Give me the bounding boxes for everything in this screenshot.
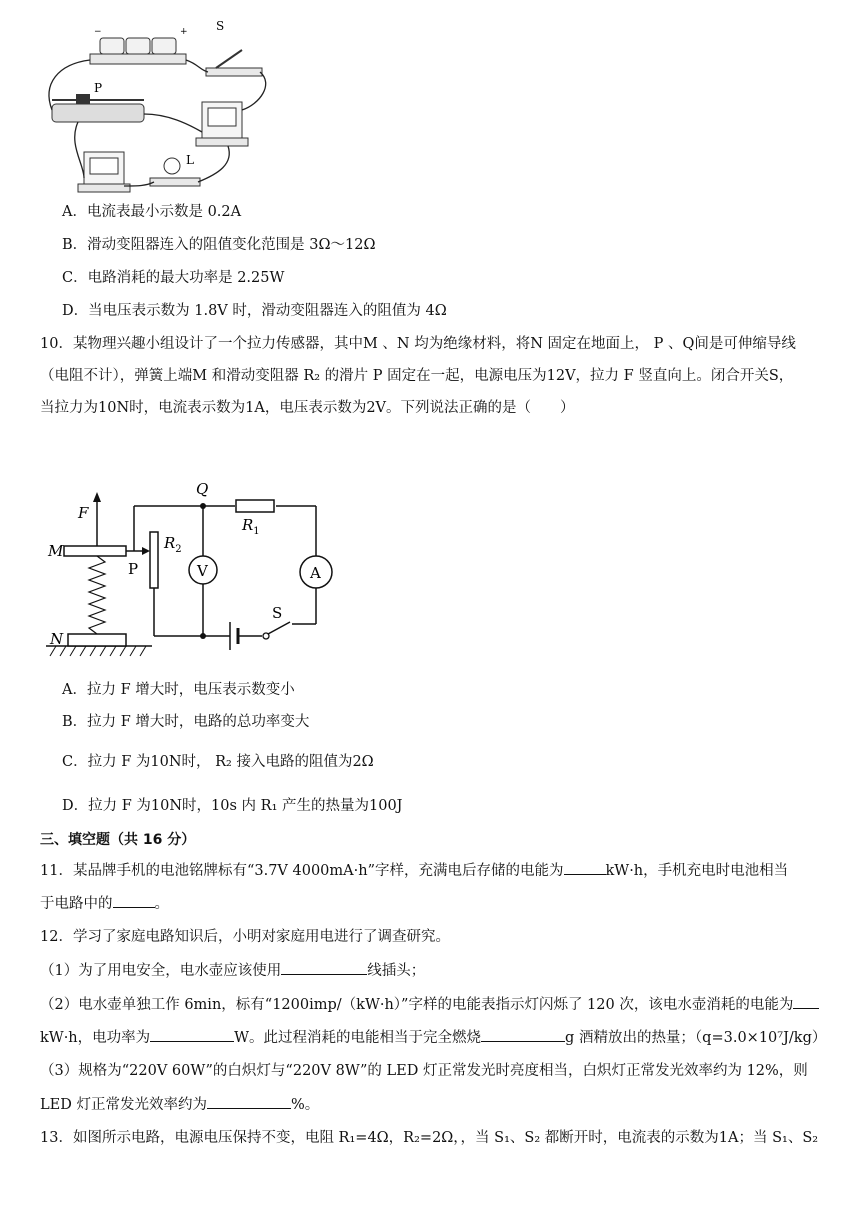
battery-minus-label: − [94,27,102,37]
q11-line1 [40,860,788,881]
q10-option-c: C．拉力 F 为10N时， R₂ 接入电路的阻值为2Ω [62,754,374,770]
label-r1: $R_1$ [242,516,260,537]
q10-stem-line3: 当拉力为10N时，电流表示数为1A，电压表示数为2V。下列说法正确的是（ ） [40,400,575,416]
q12-blank-4[interactable] [481,1027,565,1042]
slider-label-p: P [94,81,103,95]
q12-part3-line1: （3）规格为“220V 60W”的白炽灯与“220V 8W”的 LED 灯正常发光时亮度相当，白炽灯正常发光效率约为 12%，则 [40,1063,808,1079]
q12-p3-text-b: LED 灯正常发光效率约为 [40,1097,207,1113]
q12-p1-text-b: 线插头； [367,963,426,979]
lamp-label-l: L [186,153,194,167]
switch-label-s: S [216,19,225,33]
q10-option-b: B．拉力 F 增大时，电路的总功率变大 [62,714,310,730]
q12-p2-text-b: kW·h，电功率为 [40,1030,151,1046]
q10-option-a: A．拉力 F 增大时，电压表示数变小 [62,682,295,698]
label-n: N [50,630,64,648]
q12-part1 [40,960,425,981]
q10-option-d: D．拉力 F 为10N时，10s 内 R₁ 产生的热量为100J [62,798,403,814]
q11-blank-2[interactable] [113,893,155,908]
label-p: P [128,560,139,578]
q12-p2-text-d: g 酒精放出的热量；（q=3.0×10⁷J/kg） [565,1030,827,1046]
q11-text-d: 。 [154,896,169,912]
label-s: S [272,604,283,622]
q9-option-b: B．滑动变阻器连入的阻值变化范围是 3Ω～12Ω [62,237,376,253]
q12-blank-2[interactable] [793,994,819,1009]
q12-p3-text-c: %。 [290,1097,320,1113]
ammeter-label: A [310,564,321,582]
q10-circuit-figure [40,444,340,664]
q12-p1-text-a: （1）为了用电安全，电水壶应该使用 [40,963,282,979]
q12-blank-5[interactable] [207,1094,291,1109]
q12-part3-line2 [40,1094,319,1115]
battery-plus-label: + [180,27,188,37]
q13-line1: 13．如图所示电路，电源电压保持不变，电阻 R₁=4Ω，R₂=2Ω，，当 S₁、S₂ 都断开时，电流表的示数为1A；当 S₁、S₂ [40,1130,819,1146]
label-f: F [78,504,89,522]
q11-line2 [40,893,169,914]
q12-p2-text-a: （2）电水壶单独工作 6min，标有“1200imp/（kW·h）”字样的电能表指示灯闪烁了 120 次，该电水壶消耗的电能为 [40,997,794,1013]
label-m: M [48,542,64,560]
label-r2: $R_2$ [164,534,182,555]
q11-blank-1[interactable] [564,860,606,875]
q9-circuit-figure [38,14,278,194]
q12-part2-line2 [40,1027,826,1048]
q12-blank-1[interactable] [281,960,367,975]
q12-intro: 12．学习了家庭电路知识后，小明对家庭用电进行了调查研究。 [40,929,450,945]
q11-text-c: 于电路中的 [40,896,113,912]
q9-option-a: A．电流表最小示数是 0.2A [62,204,242,220]
q12-p2-text-c: W。此过程消耗的电能相当于完全燃烧 [234,1030,482,1046]
q10-stem-line2: （电阻不计），弹簧上端M 和滑动变阻器 R₂ 的滑片 P 固定在一起，电源电压为12V，拉力 F 竖直向上。闭合开关S， [40,368,794,384]
q11-text-a: 11．某品牌手机的电池铭牌标有“3.7V 4000mA·h”字样，充满电后存储的电能为 [40,863,564,879]
q9-option-d: D．当电压表示数为 1.8V 时，滑动变阻器连入的阻值为 4Ω [62,303,447,319]
q10-stem-line1: 10．某物理兴趣小组设计了一个拉力传感器，其中M 、N 均为绝缘材料，将N 固定在地面上， P 、Q间是可伸缩导线 [40,336,796,352]
section-heading: 三、填空题（共 16 分） [40,832,196,848]
voltmeter-label: V [197,562,208,580]
q9-option-c: C．电路消耗的最大功率是 2.25W [62,270,285,286]
label-q: Q [196,480,209,498]
q12-blank-3[interactable] [150,1027,234,1042]
q11-text-b: kW·h，手机充电时电池相当 [605,863,789,879]
q12-part2-line1 [40,994,819,1015]
